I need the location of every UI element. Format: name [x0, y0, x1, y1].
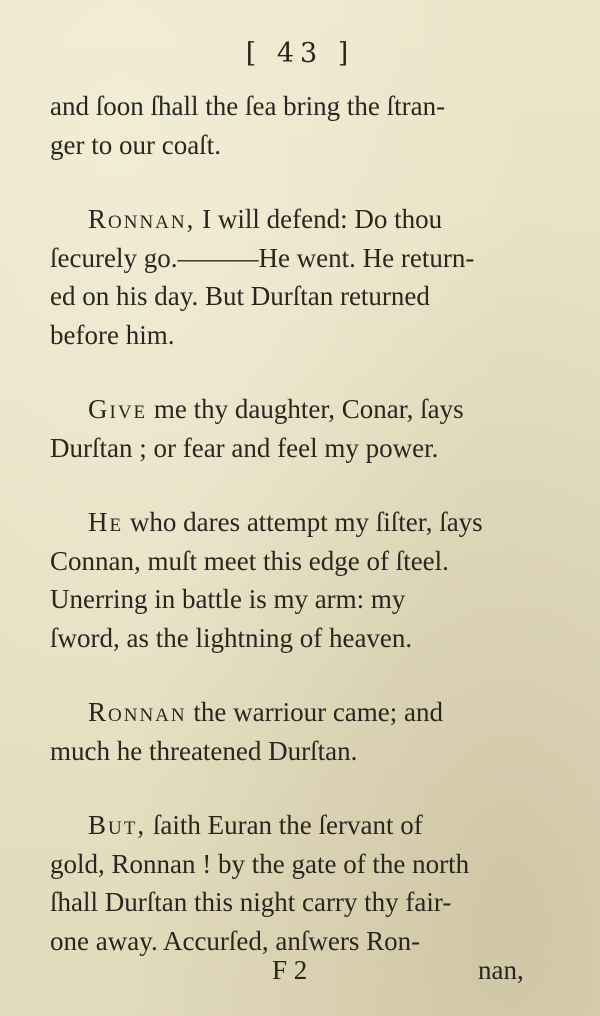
lead-word: But,	[88, 810, 147, 840]
text-line: He who dares attempt my ſiſter, ſays	[88, 507, 483, 537]
text-line: and ſoon ſhall the ſea bring the ſtran-	[50, 91, 446, 121]
text-line: one away. Accurſed, anſwers Ron-	[50, 925, 421, 956]
text-line: Give me thy daughter, Conar, ſays	[88, 394, 464, 424]
lead-word: Give	[88, 394, 148, 424]
page-number: [ 43 ]	[245, 38, 355, 69]
text-line: ed on his day. But Durſtan returned	[50, 281, 430, 311]
text-line: ſhall Durſtan this night carry thy fair-	[50, 887, 452, 917]
signature-mark: F 2	[272, 955, 308, 985]
text-line: Durſtan ; or fear and feel my power.	[50, 432, 439, 463]
paragraph	[50, 693, 536, 770]
paragraph	[50, 200, 536, 354]
lead-word: Ronnan	[88, 697, 187, 727]
text-line: ſecurely go.———He went. He return-	[50, 242, 475, 273]
text-line: gold, Ronnan ! by the gate of the north	[50, 848, 470, 879]
paragraph	[50, 87, 536, 164]
lead-word: He	[88, 507, 124, 537]
paragraph	[50, 806, 536, 960]
text-line: ſword, as the lightning of heaven.	[50, 622, 413, 653]
text-line: Unerring in battle is my arm: my	[50, 584, 406, 614]
page-footer	[0, 955, 600, 995]
paragraph	[50, 390, 536, 467]
text-line: much he threatened Durſtan.	[50, 735, 358, 766]
text-line: Connan, muſt meet this edge of ſteel.	[50, 545, 449, 576]
text-line: before him.	[50, 319, 175, 350]
text-line: ger to our coaſt.	[50, 129, 221, 160]
text-line: Ronnan the warriour came; and	[88, 697, 444, 727]
paragraph	[50, 503, 536, 657]
text-line: Ronnan, I will defend: Do thou	[88, 204, 443, 234]
catchword: nan,	[478, 955, 524, 985]
lead-word: Ronnan,	[88, 204, 196, 234]
text-line: But, ſaith Euran the ſervant of	[88, 810, 423, 840]
